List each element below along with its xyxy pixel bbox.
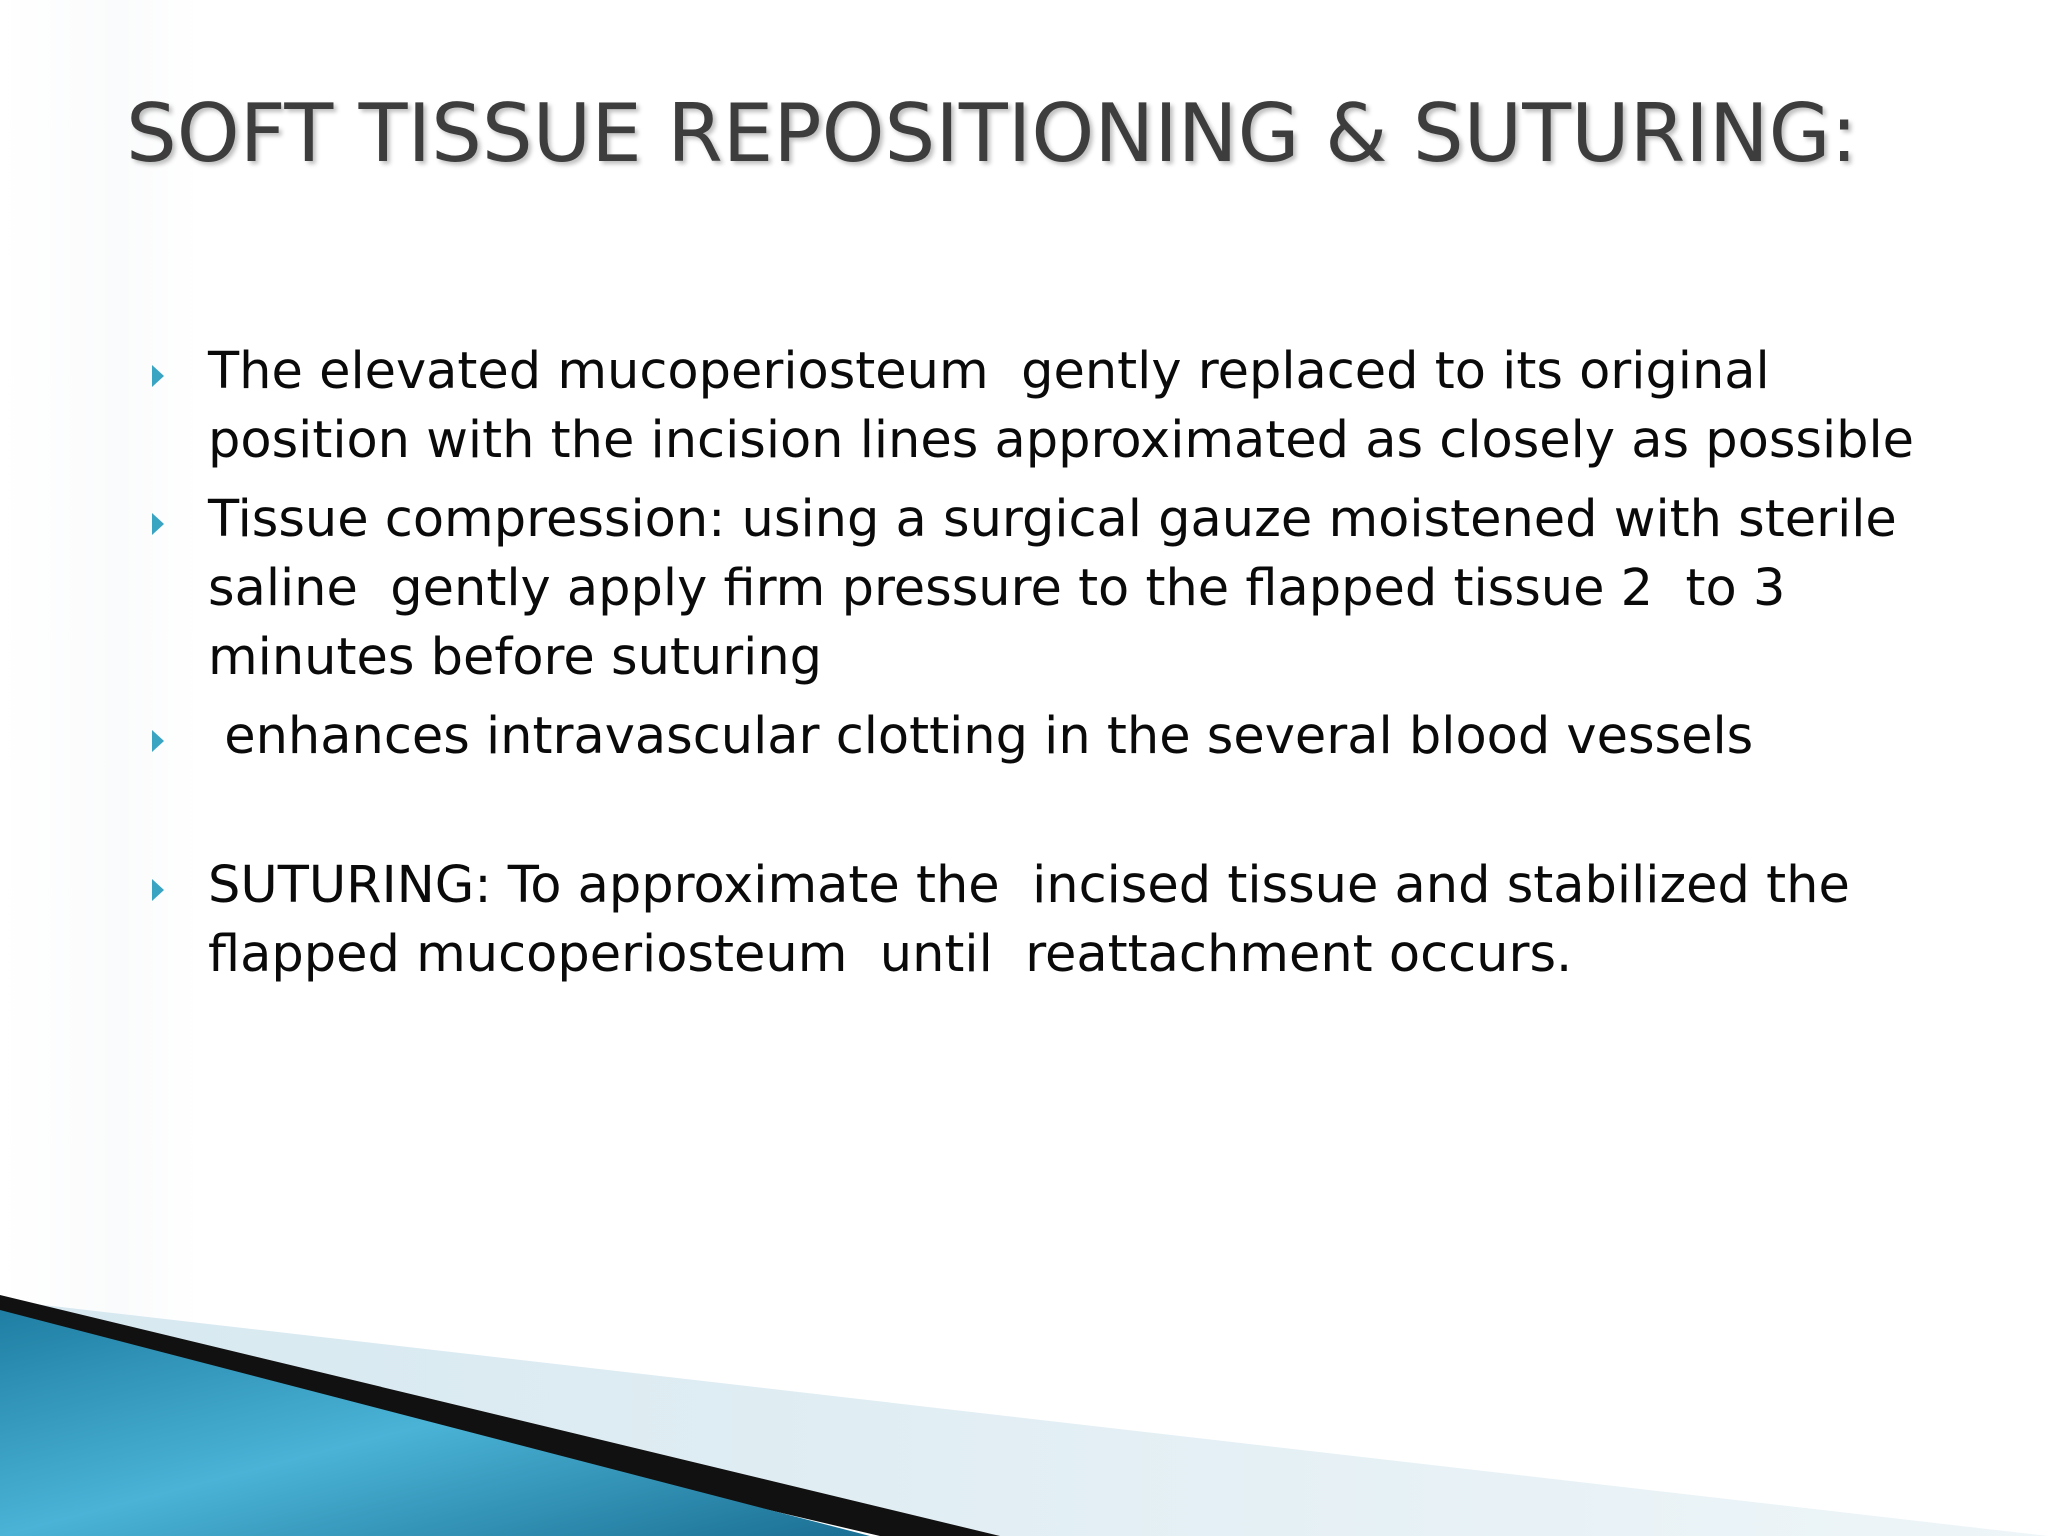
bullet-text: Tissue compression: using a surgical gauze moistened with sterile saline gently apply firm pressure to the flapped tissue 2 to 3 minutes before suturing: [208, 490, 1914, 687]
bullet-text: SUTURING: To approximate the incised tissue and stabilized the flapped mucoperiosteum until reattachment occurs.: [208, 856, 1883, 984]
bullet-text: enhances intravascular clotting in the several blood vessels: [208, 707, 1754, 766]
bullet-text: The elevated mucoperiosteum gently replaced to its original position with the incision lines approximated as closely as possible: [208, 342, 1915, 470]
slide-title: SOFT TISSUE REPOSITIONING & SUTURING:: [126, 87, 1858, 180]
